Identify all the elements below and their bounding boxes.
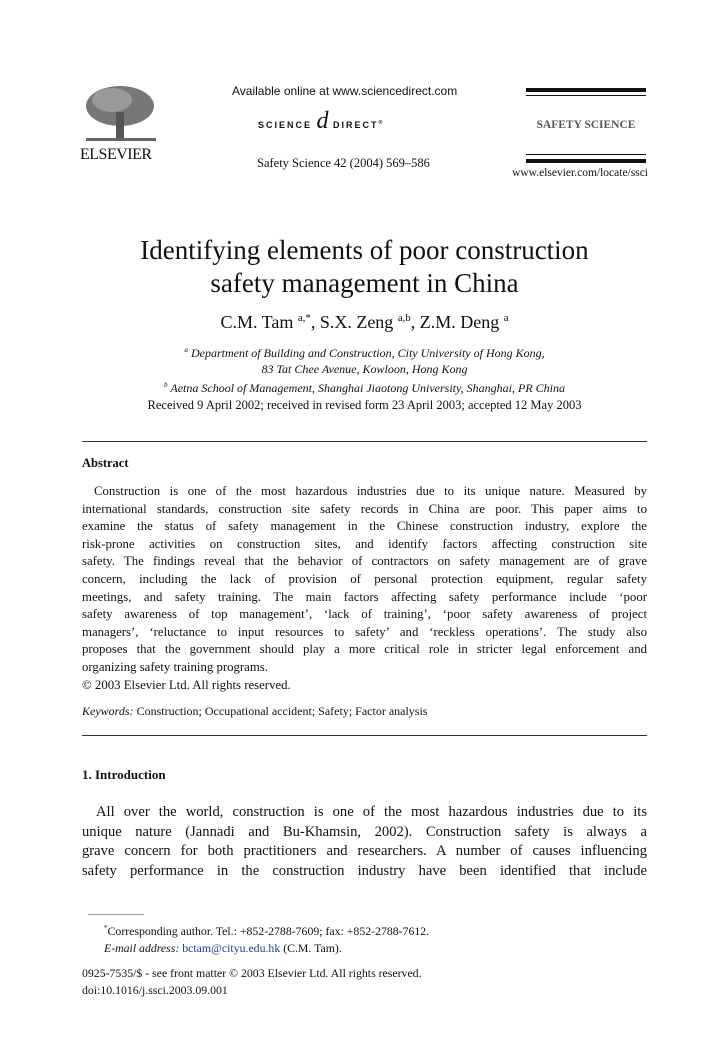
title-line: Identifying elements of poor construction [140,235,589,265]
divider [82,441,647,442]
email-suffix: (C.M. Tam). [283,940,342,955]
text-line: concern, including the lack of provision of personal protection equipment, regular safety [82,571,647,586]
sciencedirect-logo: SCIENCE d DIRECT® [258,108,385,134]
elsevier-wordmark: ELSEVIER [80,146,152,163]
text-line: safety awareness of top management’, ‘lack of training’, ‘poor safety awareness of project [82,607,647,622]
author-list: C.M. Tam $^{a,*}$, S.X. Zeng $^{a,b}$, Z.M. Deng $^a$ [220,312,509,332]
journal-citation: Safety Science 42 (2004) 569–586 [257,156,430,170]
author-affiliation-mark: a,b [397,312,411,324]
text-line: risk-prone activities on construction sites, and identify factors affecting construction site [82,536,647,551]
journal-name: SAFETY SCIENCE [536,119,636,131]
elsevier-tree-logo [82,82,160,144]
text-line: examine the status of safety management in the Chinese construction industry, explore the [82,519,647,534]
footnote [104,920,429,957]
journal-rule [526,154,646,155]
affiliation-text: Department of Building and Construction, City University of Hong Kong, [190,346,545,360]
divider [82,735,647,736]
text-line: grave concern for both practitioners and researchers. A number of causes influencing [82,843,647,860]
footnote-rule [88,914,144,915]
affiliation-mark: b [163,381,168,389]
footnote-corresponding: Corresponding author. Tel.: +852-2788-7609; fax: +852-2788-7612. [107,923,430,938]
author-affiliation-mark: a [503,312,509,324]
author-name: C.M. Tam [220,312,294,332]
text-line: proposes that the government should play a more critical role in stricter legal enforcement and [82,642,647,657]
text-line: international standards, construction site safety records in China are poor. This paper aims to [82,501,647,516]
received-dates: Received 9 April 2002; received in revised form 23 April 2003; accepted 12 May 2003 [147,398,582,412]
front-matter [82,965,422,999]
text-line: organizing safety training programs. [82,659,268,674]
affiliation-a [82,342,647,361]
text-line: safety performance in the construction industry have been identified that include [82,862,647,879]
affiliation-text: Aetna School of Management, Shanghai Jiaotong University, Shanghai, PR China [170,381,565,395]
author-name: S.X. Zeng [319,312,394,332]
journal-rule [526,95,646,96]
footnote-mark: * [104,924,108,932]
abstract-copyright: © 2003 Elsevier Ltd. All rights reserved. [82,677,291,692]
author-name: Z.M. Deng [419,312,500,332]
abstract-heading: Abstract [82,456,129,470]
abstract-body [82,483,647,694]
affiliation-text: 83 Tat Chee Avenue, Kowloon, Hong Kong [261,362,468,376]
front-matter-text: 0925-7535/$ - see front matter © 2003 Elsevier Ltd. All rights reserved. [82,966,422,980]
paper-title [82,234,647,300]
journal-rule [526,159,646,163]
title-line: safety management in China [210,268,519,298]
doi[interactable]: doi:10.1016/j.ssci.2003.09.001 [82,983,228,997]
text-line: Construction is one of the most hazardous industries due to its unique nature. Measured by [94,484,647,498]
text-line: managers’, ‘reluctance to input resources to safety’ and ‘reckless operations’. The study also [82,624,647,639]
keywords [82,704,427,719]
available-online-text: Available online at www.sciencedirect.com [232,84,458,98]
email-label: E-mail address: [104,940,180,955]
affiliation-mark: a [184,346,188,354]
text-line: safety. The findings reveal that the behavior of contractors on safety management are of grave [82,554,647,569]
affiliations [82,342,647,396]
text-line: All over the world, construction is one of the most hazardous industries due to its [96,804,647,820]
email-link[interactable]: bctam@cityu.edu.hk [182,940,281,955]
keywords-text: Construction; Occupational accident; Safety; Factor analysis [136,704,428,718]
introduction-body [82,803,647,881]
journal-url[interactable]: www.elsevier.com/locate/ssci [512,167,648,179]
section-heading: 1. Introduction [82,767,166,782]
keywords-label: Keywords: [82,704,134,718]
affiliation-b [82,377,647,396]
text-line: meetings, and safety training. The main factors affecting safety performance include ‘poor [82,589,647,604]
journal-rule [526,88,646,92]
author-affiliation-mark: a,* [297,312,311,324]
text-line: unique nature (Jannadi and Bu-Khamsin, 2002). Construction safety is always a [82,823,647,840]
